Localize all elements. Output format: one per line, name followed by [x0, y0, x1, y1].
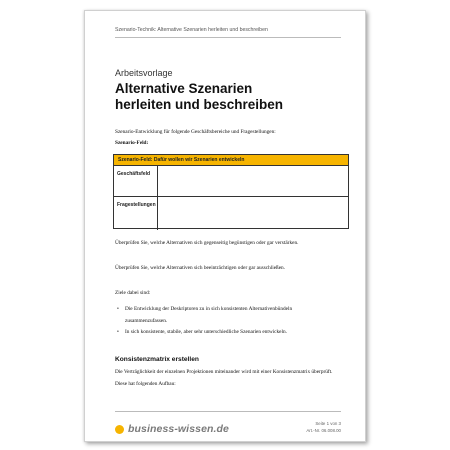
- list-item: [115, 327, 335, 339]
- document-kicker: Arbeitsvorlage: [115, 68, 173, 78]
- article-number: Art.-Nr. 06.008.00: [306, 427, 341, 433]
- bullet-icon: •: [117, 306, 119, 312]
- page-number: Seite 1 von 3: [315, 421, 341, 426]
- title-line-2: herleiten und beschreiben: [115, 97, 284, 112]
- goals-list: [115, 304, 335, 339]
- intro-text: Szenario-Entwicklung für folgende Geschäftsbereiche und Fragestellungen:: [115, 129, 276, 135]
- logo-text: business-wissen.de: [128, 423, 230, 435]
- list-item-text: Die Entwicklung der Deskriptoren zu in sich konsistenten Alternativenbündeln zusammenzufassen.: [125, 306, 293, 324]
- row-label: Fragestellungen: [114, 197, 158, 230]
- running-header: Szenario-Technik: Alternative Szenarien herleiten und beschreiben: [115, 27, 341, 38]
- goals-label: Ziele dabei sind:: [115, 290, 151, 296]
- footer-meta: [306, 421, 341, 434]
- scenario-table: [113, 154, 349, 229]
- section-text: Die Verträglichkeit der einzelnen Projektionen miteinander wird mit einer Konsistenzmatrix überprüft. Diese hat folgenden Aufbau:: [115, 369, 333, 387]
- document-page: [84, 10, 366, 442]
- footer-divider: [115, 411, 341, 412]
- row-label: Geschäftsfeld: [114, 166, 158, 196]
- table-header: Szenario-Feld: Dafür wollen wir Szenarien entwickeln: [114, 155, 348, 166]
- logo-dot-icon: [115, 425, 124, 434]
- table-row: [114, 166, 348, 197]
- brand-logo: [115, 423, 229, 435]
- document-title: [115, 81, 345, 113]
- paragraph-1: Überprüfen Sie, welche Alternativen sich gegenseitig begünstigen oder gar verstärken.: [115, 240, 299, 246]
- paragraph-2: Überprüfen Sie, welche Alternativen sich beeinträchtigen oder gar ausschließen.: [115, 265, 286, 271]
- bullet-icon: •: [117, 329, 119, 335]
- field-label: Szenario-Feld:: [115, 140, 149, 146]
- title-line-1: Alternative Szenarien: [115, 81, 253, 96]
- list-item-text: In sich konsistente, stabile, aber sehr unterschiedliche Szenarien entwickeln.: [125, 329, 287, 335]
- list-item: [115, 304, 335, 327]
- section-heading: Konsistenzmatrix erstellen: [115, 356, 199, 363]
- table-row: [114, 197, 348, 230]
